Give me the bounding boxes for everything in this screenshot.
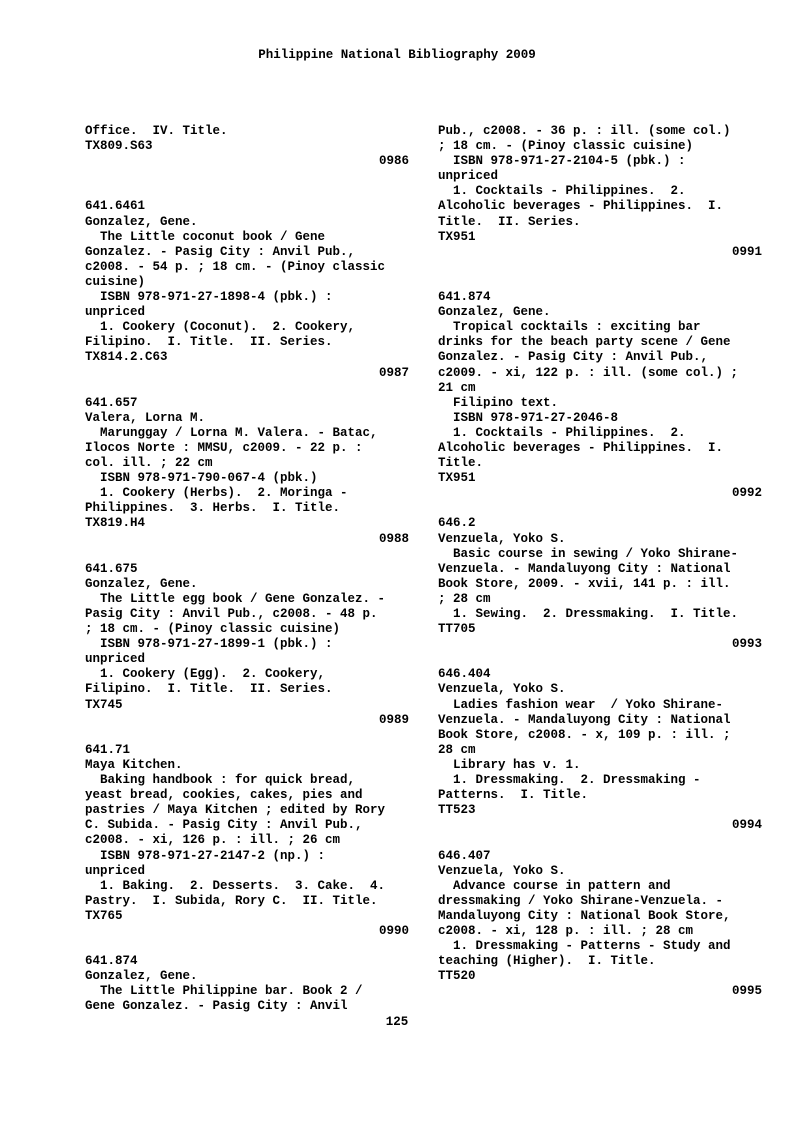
entry-line: TX951 xyxy=(438,471,476,486)
entry-line: 1. Dressmaking - Patterns - Study and xyxy=(438,939,731,954)
entry-line: drinks for the beach party scene / Gene xyxy=(438,335,731,350)
entry-number: 0987 xyxy=(378,365,409,380)
entry-line: c2008. - 54 p. ; 18 cm. - (Pinoy classic xyxy=(85,259,386,274)
entry-line: ISBN 978-971-27-1898-4 (pbk.) : xyxy=(85,290,333,305)
entry-line: teaching (Higher). I. Title. xyxy=(438,954,656,969)
blank-line xyxy=(438,652,762,667)
entry-number: 0994 xyxy=(731,818,762,833)
entry-line: col. ill. ; 22 cm xyxy=(85,456,213,471)
entry-line: Basic course in sewing / Yoko Shirane- xyxy=(438,546,739,561)
entry-line: 1. Cocktails - Philippines. 2. xyxy=(438,184,686,199)
entry-line: yeast bread, cookies, cakes, pies and xyxy=(85,788,363,803)
entry-line: The Little Philippine bar. Book 2 / xyxy=(85,984,363,999)
entry-line: Book Store, 2009. - xvii, 141 p. : ill. xyxy=(438,576,731,591)
entry-line: c2009. - xi, 122 p. : ill. (some col.) ; xyxy=(438,365,739,380)
entry-line: c2008. - xi, 128 p. : ill. ; 28 cm xyxy=(438,923,694,938)
entry-line: Valera, Lorna M. xyxy=(85,410,206,425)
entry-line: 1. Cocktails - Philippines. 2. xyxy=(438,425,686,440)
entry-line: 641.6461 xyxy=(85,199,146,214)
blank-line xyxy=(85,381,409,396)
entry-line: Library has v. 1. xyxy=(438,757,581,772)
entry-line: Title. xyxy=(438,456,484,471)
entry-number: 0988 xyxy=(378,531,409,546)
entry-number: 0993 xyxy=(731,637,762,652)
entry-line: c2008. - xi, 126 p. : ill. ; 26 cm xyxy=(85,833,341,848)
entry-line: Pastry. I. Subida, Rory C. II. Title. xyxy=(85,893,378,908)
entry-line: Venzuela. - Mandaluyong City : National xyxy=(438,561,731,576)
entry-line: pastries / Maya Kitchen ; edited by Rory xyxy=(85,803,386,818)
entry-line: The Little coconut book / Gene xyxy=(85,229,326,244)
blank-line xyxy=(85,547,409,562)
entry-line: 641.874 xyxy=(85,954,138,969)
entry-line: Baking handbook : for quick bread, xyxy=(85,773,356,788)
entry-line: TX809.S63 xyxy=(85,139,153,154)
entry-line: unpriced xyxy=(85,305,146,320)
entry-line: Book Store, c2008. - x, 109 p. : ill. ; xyxy=(438,727,731,742)
entry-line: 1. Baking. 2. Desserts. 3. Cake. 4. xyxy=(85,878,386,893)
entry-line: Gonzalez, Gene. xyxy=(85,969,198,984)
entry-number: 0992 xyxy=(731,486,762,501)
entry-line: 641.657 xyxy=(85,395,138,410)
entry-line: 1. Cookery (Coconut). 2. Cookery, xyxy=(85,320,356,335)
entry-line: Gonzalez, Gene. xyxy=(438,305,551,320)
entry-number: 0991 xyxy=(731,244,762,259)
entry-line: Gene Gonzalez. - Pasig City : Anvil xyxy=(85,999,348,1014)
entry-line: 646.2 xyxy=(438,516,476,531)
entry-line: Ilocos Norte : MMSU, c2009. - 22 p. : xyxy=(85,440,363,455)
entry-line: TX819.H4 xyxy=(85,516,146,531)
entry-line: ISBN 978-971-27-1899-1 (pbk.) : xyxy=(85,637,333,652)
entry-line: Ladies fashion wear / Yoko Shirane- xyxy=(438,697,724,712)
entry-line: ISBN 978-971-27-2104-5 (pbk.) : xyxy=(438,154,686,169)
blank-line xyxy=(438,275,762,290)
entry-line: 1. Dressmaking. 2. Dressmaking - xyxy=(438,773,701,788)
entry-line: 641.874 xyxy=(438,290,491,305)
entry-line: Venzuela. - Mandaluyong City : National xyxy=(438,712,731,727)
blank-line xyxy=(85,939,409,954)
entry-line: unpriced xyxy=(438,169,499,184)
blank-line xyxy=(438,260,762,275)
entry-line: Pub., c2008. - 36 p. : ill. (some col.) xyxy=(438,124,731,138)
entry-line: Gonzalez, Gene. xyxy=(85,576,198,591)
entry-line: TX745 xyxy=(85,697,123,712)
entry-line: TT705 xyxy=(438,622,476,637)
entry-line: Filipino. I. Title. II. Series. xyxy=(85,335,333,350)
entry-line: Gonzalez. - Pasig City : Anvil Pub., xyxy=(85,244,356,259)
entry-line: 641.675 xyxy=(85,561,138,576)
entry-line: TX814.2.C63 xyxy=(85,350,168,365)
entry-line: Title. II. Series. xyxy=(438,214,581,229)
entry-line: 1. Cookery (Herbs). 2. Moringa - xyxy=(85,486,348,501)
entry-line: 1. Sewing. 2. Dressmaking. I. Title. xyxy=(438,607,739,621)
blank-line xyxy=(438,833,762,848)
entry-line: Office. IV. Title. xyxy=(85,124,228,138)
entry-line: TX765 xyxy=(85,908,123,923)
entry-line: dressmaking / Yoko Shirane-Venzuela. - xyxy=(438,893,724,908)
entry-number: 0986 xyxy=(378,154,409,169)
page-number: 125 xyxy=(385,1015,409,1029)
entry-line: unpriced xyxy=(85,863,146,878)
blank-line xyxy=(438,501,762,516)
entry-number: 0989 xyxy=(378,712,409,727)
entry-line: unpriced xyxy=(85,652,146,667)
entry-line: Venzuela, Yoko S. xyxy=(438,863,566,878)
entry-line: Marunggay / Lorna M. Valera. - Batac, xyxy=(85,425,378,440)
entry-number: 0990 xyxy=(378,923,409,938)
entry-line: Alcoholic beverages - Philippines. I. xyxy=(438,199,724,214)
left-column xyxy=(85,124,409,1015)
entry-line: ; 18 cm. - (Pinoy classic cuisine) xyxy=(85,622,341,637)
entry-line: 1. Cookery (Egg). 2. Cookery, xyxy=(85,667,326,682)
entry-line: Filipino. I. Title. II. Series. xyxy=(85,682,333,697)
entry-line: Gonzalez, Gene. xyxy=(85,214,198,229)
entry-line: Tropical cocktails : exciting bar xyxy=(438,320,701,335)
entry-line: TT520 xyxy=(438,969,476,984)
entry-line: C. Subida. - Pasig City : Anvil Pub., xyxy=(85,818,363,833)
entry-line: TX951 xyxy=(438,229,476,244)
entry-line: Gonzalez. - Pasig City : Anvil Pub., xyxy=(438,350,709,365)
entry-line: 641.71 xyxy=(85,742,131,757)
entry-line: ISBN 978-971-27-2046-8 xyxy=(438,410,619,425)
entry-line: Advance course in pattern and xyxy=(438,878,671,893)
blank-line xyxy=(85,728,409,743)
entry-line: 646.407 xyxy=(438,848,491,863)
entry-line: ISBN 978-971-27-2147-2 (np.) : xyxy=(85,848,326,863)
entry-line: Mandaluyong City : National Book Store, xyxy=(438,908,731,923)
entry-line: Venzuela, Yoko S. xyxy=(438,531,566,546)
entry-number: 0995 xyxy=(731,984,762,999)
entry-line: The Little egg book / Gene Gonzalez. - xyxy=(85,591,386,606)
entry-line: cuisine) xyxy=(85,274,146,289)
blank-line xyxy=(85,184,409,199)
entry-line: Alcoholic beverages - Philippines. I. xyxy=(438,440,724,455)
entry-line: 28 cm xyxy=(438,742,476,757)
entry-line: Filipino text. xyxy=(438,395,559,410)
entry-line: Patterns. I. Title. xyxy=(438,788,589,803)
entry-line: Venzuela, Yoko S. xyxy=(438,682,566,697)
entry-line: Pasig City : Anvil Pub., c2008. - 48 p. xyxy=(85,607,378,621)
blank-line xyxy=(85,169,409,184)
entry-line: ISBN 978-971-790-067-4 (pbk.) xyxy=(85,471,318,486)
right-column xyxy=(438,124,762,999)
entry-line: 646.404 xyxy=(438,667,491,682)
entry-line: Maya Kitchen. xyxy=(85,757,183,772)
entry-line: 21 cm xyxy=(438,380,476,395)
page-header: Philippine National Bibliography 2009 xyxy=(258,48,536,62)
entry-line: ; 18 cm. - (Pinoy classic cuisine) xyxy=(438,139,694,154)
entry-line: TT523 xyxy=(438,803,476,818)
entry-line: ; 28 cm xyxy=(438,591,491,606)
entry-line: Philippines. 3. Herbs. I. Title. xyxy=(85,501,341,516)
